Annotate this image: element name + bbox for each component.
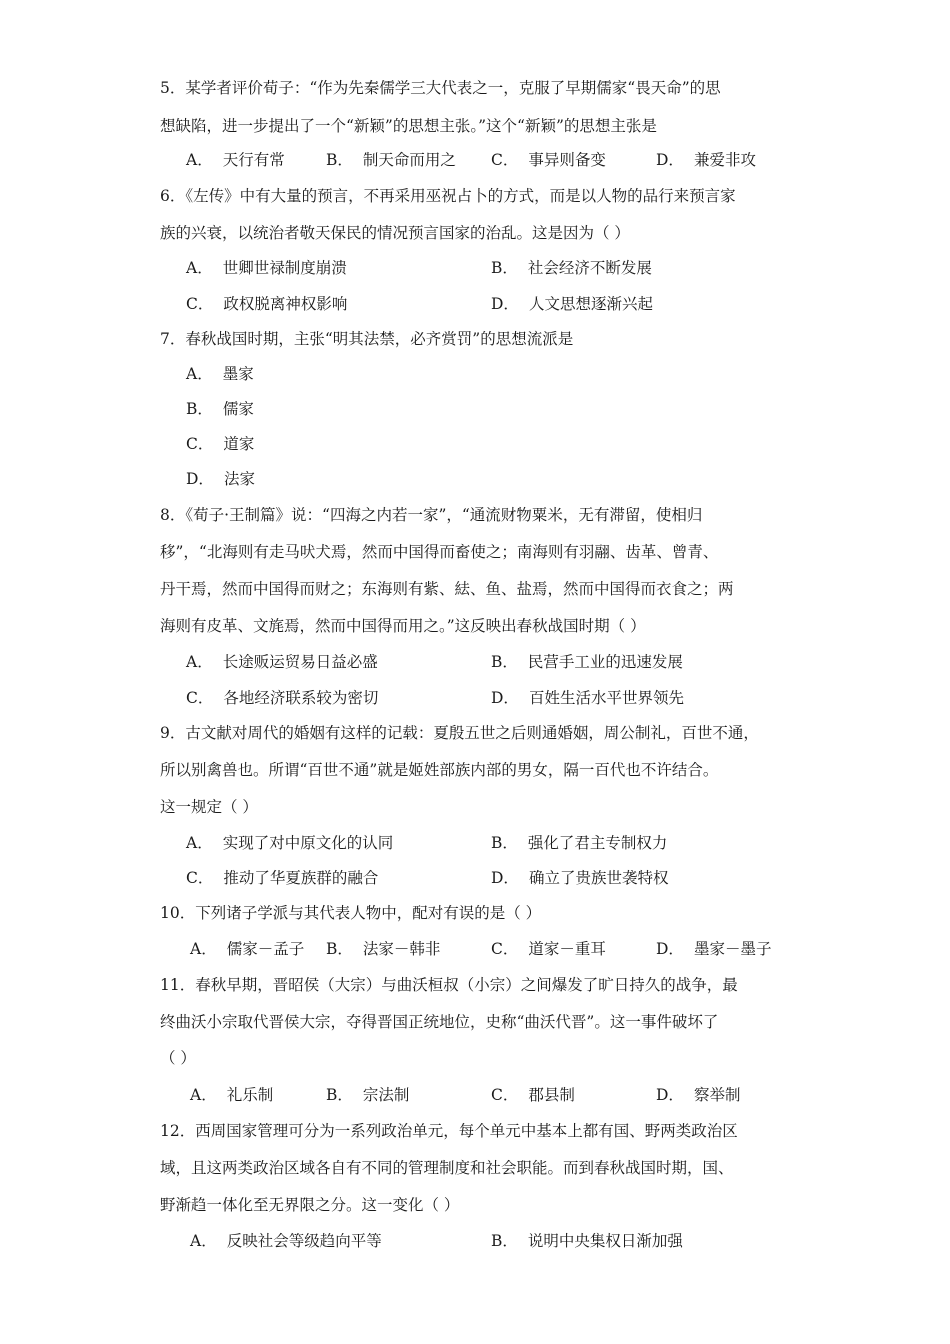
option-text: 百姓生活水平世界领先 (528, 689, 684, 707)
question-5-option-c[interactable] (491, 150, 606, 170)
option-text: 宗法制 (362, 1086, 410, 1104)
question-5-option-a[interactable] (186, 150, 285, 170)
option-label: C． (186, 689, 214, 707)
option-label: C． (186, 869, 214, 887)
option-label: C． (186, 435, 214, 453)
question-9-line-2: 所以别禽兽也。所谓“百世不通”就是姬姓部族内部的男女，隔一百代也不许结合。 (160, 761, 719, 779)
option-text: 事异则备变 (528, 151, 606, 169)
option-text: 实现了对中原文化的认同 (222, 834, 394, 852)
question-5-line-2: 想缺陷，进一步提出了一个“新颖”的思想主张。”这个“新颖”的思想主张是 (160, 117, 657, 135)
question-10-option-c[interactable] (491, 939, 606, 959)
question-6-option-c[interactable] (186, 294, 347, 314)
question-10-line-1: 10．下列诸子学派与其代表人物中，配对有误的是（ ） (160, 904, 542, 922)
question-9-option-c[interactable] (186, 868, 378, 888)
option-label: A． (186, 653, 213, 671)
question-8-line-4: 海则有皮革、文旄焉，然而中国得而用之。”这反映出春秋战国时期（ ） (160, 617, 646, 635)
question-10-option-d[interactable] (656, 939, 771, 959)
option-text: 儒家－孟子 (226, 940, 305, 958)
option-label: D． (491, 689, 519, 707)
option-text: 推动了华夏族群的融合 (223, 869, 379, 887)
question-12-option-a[interactable] (190, 1231, 382, 1251)
option-label: B． (491, 259, 518, 277)
option-label: D． (491, 869, 519, 887)
option-text: 社会经济不断发展 (527, 259, 652, 277)
question-12-option-b[interactable] (491, 1231, 683, 1251)
option-label: A． (190, 940, 217, 958)
option-text: 确立了贵族世袭特权 (528, 869, 669, 887)
question-6-option-a[interactable] (186, 258, 347, 278)
question-5-line-1: 5．某学者评价荀子：“作为先秦儒学三大代表之一，克服了早期儒家“畏天命”的思 (160, 79, 721, 97)
option-text: 说明中央集权日渐加强 (527, 1232, 683, 1250)
option-label: B． (491, 834, 518, 852)
option-text: 兼爱非攻 (693, 151, 756, 169)
question-8-option-a[interactable] (186, 652, 378, 672)
question-7-option-d[interactable] (186, 469, 255, 489)
option-text: 民营手工业的迅速发展 (527, 653, 683, 671)
question-8-option-c[interactable] (186, 688, 378, 708)
option-text: 人文思想逐渐兴起 (528, 295, 653, 313)
question-9-line-1: 9．古文献对周代的婚姻有这样的记载：夏殷五世之后则通婚姻，周公制礼，百世不通， (160, 724, 759, 742)
question-9-line-3: 这一规定（ ） (160, 798, 258, 816)
option-text: 郡县制 (528, 1086, 575, 1104)
option-label: B． (326, 151, 353, 169)
question-11-line-2: 终曲沃小宗取代晋侯大宗，夺得晋国正统地位，史称“曲沃代晋”。这一事件破坏了 (160, 1013, 719, 1031)
option-label: D． (491, 295, 519, 313)
question-8-option-d[interactable] (491, 688, 684, 708)
question-7-option-c[interactable] (186, 434, 254, 454)
option-label: B． (491, 653, 518, 671)
question-6-line-1: 6．《左传》中有大量的预言，不再采用巫祝占卜的方式，而是以人物的品行来预言家 (160, 187, 736, 205)
option-text: 察举制 (693, 1086, 741, 1104)
question-11-option-c[interactable] (491, 1085, 575, 1105)
option-text: 强化了君主专制权力 (527, 834, 668, 852)
question-8-line-2: 移”，“北海则有走马吠犬焉，然而中国得而畜使之；南海则有羽翮、齿革、曾青、 (160, 543, 719, 561)
question-11-option-b[interactable] (326, 1085, 409, 1105)
question-10-option-a[interactable] (190, 939, 304, 959)
question-6-line-2: 族的兴衰，以统治者敬天保民的情况预言国家的治乱。这是因为（ ） (160, 224, 630, 242)
option-label: C． (186, 295, 214, 313)
option-label: A． (186, 259, 213, 277)
option-label: B． (326, 940, 353, 958)
question-5-option-d[interactable] (656, 150, 756, 170)
question-8-line-1: 8．《荀子·王制篇》说：“四海之内若一家”，“通流财物粟米，无有滞留，使相归 (160, 506, 703, 524)
question-7-line-1: 7．春秋战国时期，主张“明其法禁，必齐赏罚”的思想流派是 (160, 330, 574, 348)
option-label: C． (491, 151, 519, 169)
question-12-line-1: 12．西周国家管理可分为一系列政治单元，每个单元中基本上都有国、野两类政治区 (160, 1122, 738, 1140)
question-11-line-1: 11．春秋早期，晋昭侯（大宗）与曲沃桓叔（小宗）之间爆发了旷日持久的战争，最 (160, 976, 738, 994)
option-text: 墨家 (222, 365, 254, 383)
option-label: D． (656, 151, 684, 169)
question-8-option-b[interactable] (491, 652, 683, 672)
option-text: 反映社会等级趋向平等 (226, 1232, 382, 1250)
question-6-option-d[interactable] (491, 294, 653, 314)
question-7-option-b[interactable] (186, 399, 254, 419)
option-label: D． (186, 470, 214, 488)
option-label: B． (326, 1086, 353, 1104)
question-9-option-d[interactable] (491, 868, 668, 888)
option-label: C． (491, 1086, 519, 1104)
question-12-line-2: 域，且这两类政治区域各自有不同的管理制度和社会职能。而到春秋战国时期，国、 (160, 1159, 734, 1177)
option-text: 法家 (223, 470, 255, 488)
question-8-line-3: 丹干焉，然而中国得而财之；东海则有紫、紶、鱼、盐焉，然而中国得而衣食之；两 (160, 580, 734, 598)
option-text: 儒家 (222, 400, 254, 418)
question-6-option-b[interactable] (491, 258, 652, 278)
question-12-line-3: 野渐趋一体化至无界限之分。这一变化（ ） (160, 1196, 460, 1214)
option-label: A． (186, 834, 213, 852)
option-text: 天行有常 (222, 151, 285, 169)
option-text: 世卿世禄制度崩溃 (222, 259, 347, 277)
option-label: B． (186, 400, 213, 418)
option-text: 道家－重耳 (528, 940, 606, 958)
option-text: 墨家－墨子 (693, 940, 772, 958)
option-label: C． (491, 940, 519, 958)
question-11-line-3: （ ） (160, 1049, 196, 1067)
option-label: A． (190, 1086, 217, 1104)
option-label: B． (491, 1232, 518, 1250)
question-7-option-a[interactable] (186, 364, 254, 384)
option-label: A． (186, 365, 213, 383)
option-text: 各地经济联系较为密切 (223, 689, 379, 707)
option-text: 长途贩运贸易日益必盛 (222, 653, 378, 671)
question-11-option-a[interactable] (190, 1085, 273, 1105)
option-text: 礼乐制 (226, 1086, 274, 1104)
question-9-option-b[interactable] (491, 833, 667, 853)
option-label: D． (656, 940, 684, 958)
option-label: A． (190, 1232, 217, 1250)
question-9-option-a[interactable] (186, 833, 393, 853)
question-5-option-b[interactable] (326, 150, 456, 170)
option-text: 制天命而用之 (362, 151, 456, 169)
option-label: D． (656, 1086, 684, 1104)
option-text: 道家 (223, 435, 255, 453)
option-text: 政权脱离神权影响 (223, 295, 348, 313)
question-10-option-b[interactable] (326, 939, 440, 959)
question-11-option-d[interactable] (656, 1085, 740, 1105)
option-label: A． (186, 151, 213, 169)
option-text: 法家－韩非 (362, 940, 441, 958)
